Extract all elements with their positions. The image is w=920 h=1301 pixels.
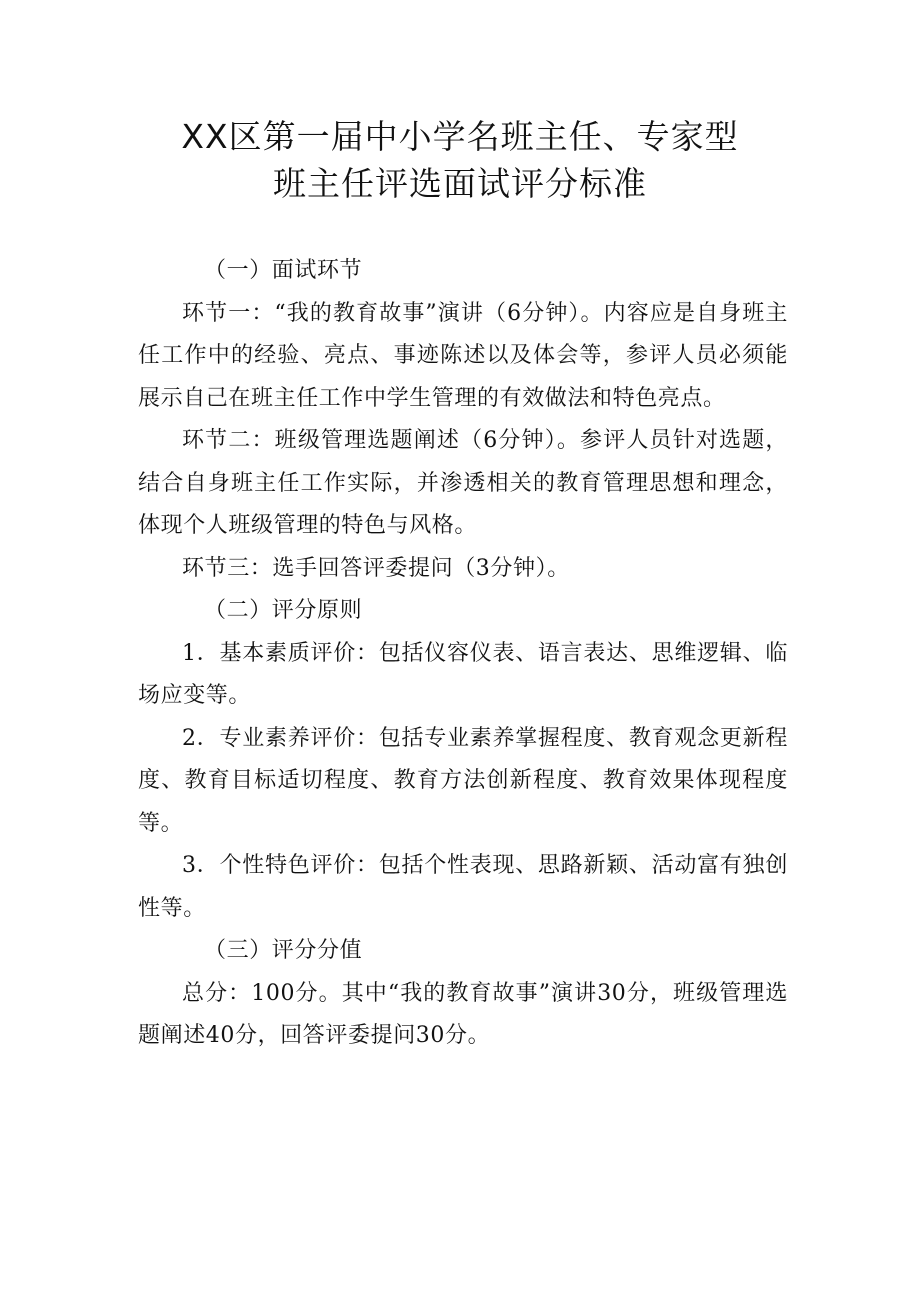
section-heading-interview: （一）面试环节 <box>204 258 363 283</box>
paragraph-total-score: 总分：100分。其中“我的教育故事”演讲30分，班级管理选题阐述40分，回答评委提问30分。 <box>138 980 788 1048</box>
paragraph-personality: 3．个性特色评价：包括个性表现、思路新颖、活动富有独创性等。 <box>138 853 788 921</box>
document-body <box>138 250 788 1058</box>
paragraph-stage-two: 环节二：班级管理选题阐述（6分钟）。参评人员针对选题，结合自身班主任工作实际，并渗透相关的教育管理思想和理念，体现个人班级管理的特色与风格。 <box>138 428 788 538</box>
section-heading-scores: （三）评分分值 <box>204 938 363 963</box>
paragraph-stage-three: 环节三：选手回答评委提问（3分钟）。 <box>182 555 570 581</box>
document-title-line-2: 班主任评选面试评分标准 <box>273 164 647 203</box>
paragraph-stage-one: 环节一：“我的教育故事”演讲（6分钟）。内容应是自身班主任工作中的经验、亮点、事迹陈述以及体会等，参评人员必须能展示自己在班主任工作中学生管理的有效做法和特色亮点。 <box>138 300 788 411</box>
section-heading-principles: （二）评分原则 <box>204 598 363 623</box>
paragraph-basic-quality: 1．基本素质评价：包括仪容仪表、语言表达、思维逻辑、临场应变等。 <box>138 640 788 708</box>
paragraph-professional: 2．专业素养评价：包括专业素养掌握程度、教育观念更新程度、教育目标适切程度、教育方法创新程度、教育效果体现程度等。 <box>138 725 788 836</box>
document-title-line-1: XX区第一届中小学名班主任、专家型 <box>181 117 739 156</box>
